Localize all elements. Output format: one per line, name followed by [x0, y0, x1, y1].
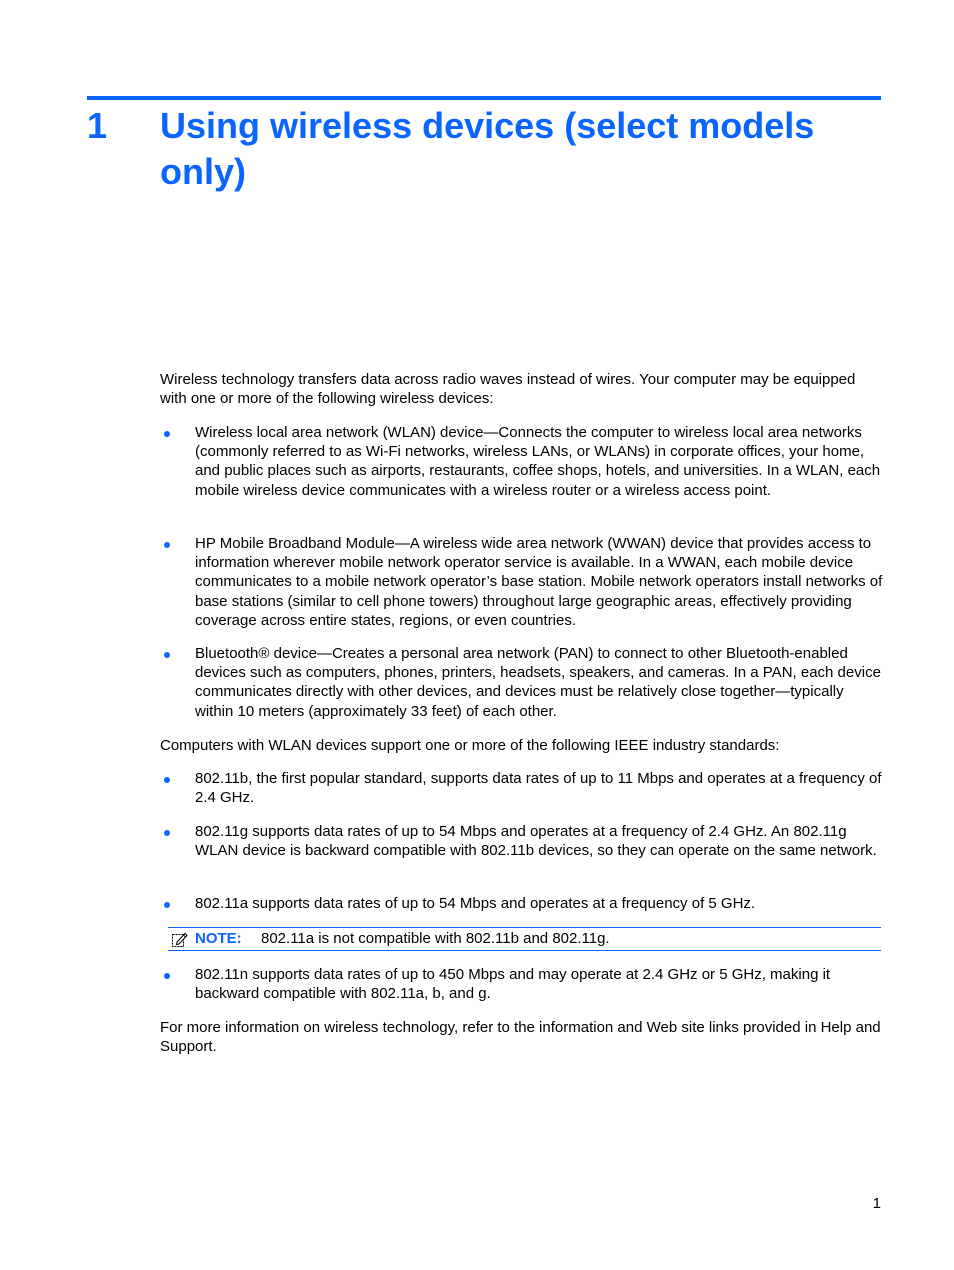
list-item-text: 802.11n supports data rates of up to 450 Mbps and may operate at 2.4 GHz or 5 GHz, making it backward compatible with 802.11a, b, and g. [195, 966, 831, 1003]
chapter-title: Using wireless devices (select models only) [160, 105, 815, 192]
list-item-text: Bluetooth® device—Creates a personal area network (PAN) to connect to other Bluetooth-enabled devices such as computers, phones, printers, headsets, speakers, and cameras. In a PAN, each device communicates directly with other devices, and devices must be relatively close together—typically within 10 meters (approximately 33 feet) of each other. [195, 645, 881, 720]
bullet-icon [164, 902, 170, 908]
note-text: 802.11a is not compatible with 802.11b and 802.11g. [261, 930, 610, 947]
list-item-text: 802.11a supports data rates of up to 54 Mbps and operates at a frequency of 5 GHz. [195, 895, 756, 912]
list-item-text: 802.11b, the first popular standard, supports data rates of up to 11 Mbps and operates at a frequency of 2.4 GHz. [195, 770, 882, 807]
chapter-rule [87, 96, 881, 100]
bullet-icon [164, 777, 170, 783]
list-item-text: HP Mobile Broadband Module—A wireless wide area network (WWAN) device that provides access to information wherever mobile network operator service is available. In a WWAN, each mobile device communicates to a mobile network operator’s base station. Mobile network operators install networks of base stations (similar to cell phone towers) throughout large geographic areas, effectively providing coverage across entire states, regions, or even countries. [195, 535, 883, 629]
note-box [168, 927, 881, 951]
list-item-text: Wireless local area network (WLAN) device—Connects the computer to wireless local area networks (commonly referred to as Wi-Fi networks, wireless LANs, or WLANs) in corporate offices, your home, and public places such as airports, restaurants, coffee shops, hotels, and universities. In a WLAN, each mobile wireless device communicates with a wireless router or a wireless access point. [195, 424, 881, 499]
page-number: 1 [872, 1195, 881, 1212]
standards-intro-paragraph: Computers with WLAN devices support one or more of the following IEEE industry standards: [160, 737, 780, 754]
note-label: NOTE: [195, 930, 242, 947]
bullet-icon [164, 652, 170, 658]
bullet-icon [164, 542, 170, 548]
bullet-icon [164, 830, 170, 836]
chapter-number: 1 [87, 105, 108, 146]
bullet-icon [164, 973, 170, 979]
intro-paragraph: Wireless technology transfers data across radio waves instead of wires. Your computer may be equipped with one or more of the following wireless devices: [160, 371, 856, 408]
closing-paragraph: For more information on wireless technology, refer to the information and Web site links provided in Help and Support. [160, 1019, 881, 1056]
bullet-icon [164, 431, 170, 437]
list-item-text: 802.11g supports data rates of up to 54 Mbps and operates at a frequency of 2.4 GHz. An 802.11g WLAN device is backward compatible with 802.11b devices, so they can operate on the same network. [195, 823, 877, 860]
note-pencil-icon [171, 931, 188, 948]
